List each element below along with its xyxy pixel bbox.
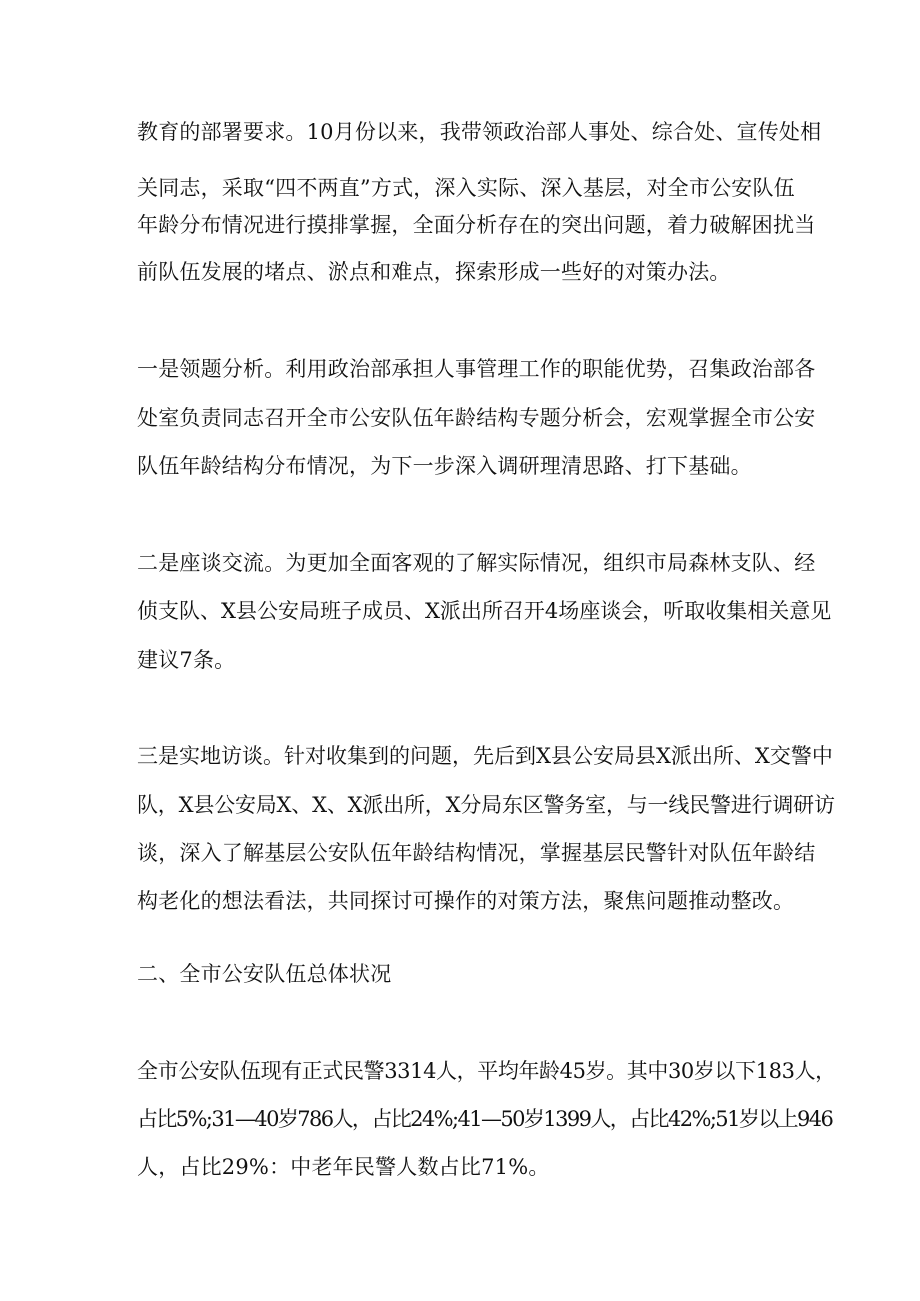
paragraph-analysis-line-3: 队伍年龄结构分布情况，为下一步深入调研理清思路、打下基础。: [137, 454, 752, 478]
paragraph-field-visit-line-4: 构老化的想法看法，共同探讨可操作的对策方法，聚焦问题推动整改。: [137, 889, 795, 913]
paragraph-intro-line-4: 前队伍发展的堵点、淤点和难点，探索形成一些好的对策办法。: [137, 260, 731, 284]
paragraph-statistics-line-1: 全市公安队伍现有正式民警3314人，平均年龄45岁。其中30岁以下183人，: [137, 1059, 836, 1083]
paragraph-statistics-line-3: 人，占比29%：中老年民警人数占比71%。: [137, 1155, 550, 1179]
paragraph-analysis-line-1: 一是领题分析。利用政治部承担人事管理工作的职能优势，召集政治部各: [137, 357, 816, 381]
paragraph-symposium-line-2: 侦支队、X县公安局班子成员、X派出所召开4场座谈会，听取收集相关意见: [137, 599, 832, 623]
section-heading: 二、全市公安队伍总体状况: [137, 962, 392, 986]
paragraph-field-visit-line-2: 队，X县公安局X、X、X派出所，X分局东区警务室，与一线民警进行调研访: [137, 793, 835, 817]
paragraph-symposium-line-1: 二是座谈交流。为更加全面客观的了解实际情况，组织市局森林支队、经: [137, 551, 816, 575]
paragraph-symposium-line-3: 建议7条。: [137, 648, 236, 672]
paragraph-field-visit-line-1: 三是实地访谈。针对收集到的问题，先后到X县公安局县X派出所、X交警中: [137, 744, 833, 768]
paragraph-field-visit-line-3: 谈，深入了解基层公安队伍年龄结构情况，掌握基层民警针对队伍年龄结: [137, 841, 816, 865]
paragraph-statistics-line-2: 占比5%;31—40岁786人，占比24%;41—50岁1399人，占比42%;51岁以上946: [137, 1107, 833, 1131]
paragraph-intro-line-2: 关同志，采取“四不两直”方式，深入实际、深入基层，对全市公安队伍: [137, 176, 795, 200]
paragraph-intro-line-3: 年龄分布情况进行摸排掌握，全面分析存在的突出问题，着力破解困扰当: [137, 213, 816, 237]
paragraph-intro-line-1: 教育的部署要求。10月份以来，我带领政治部人事处、综合处、宣传处相: [137, 120, 822, 144]
paragraph-analysis-line-2: 处室负责同志召开全市公安队伍年龄结构专题分析会，宏观掌握全市公安: [137, 406, 816, 430]
